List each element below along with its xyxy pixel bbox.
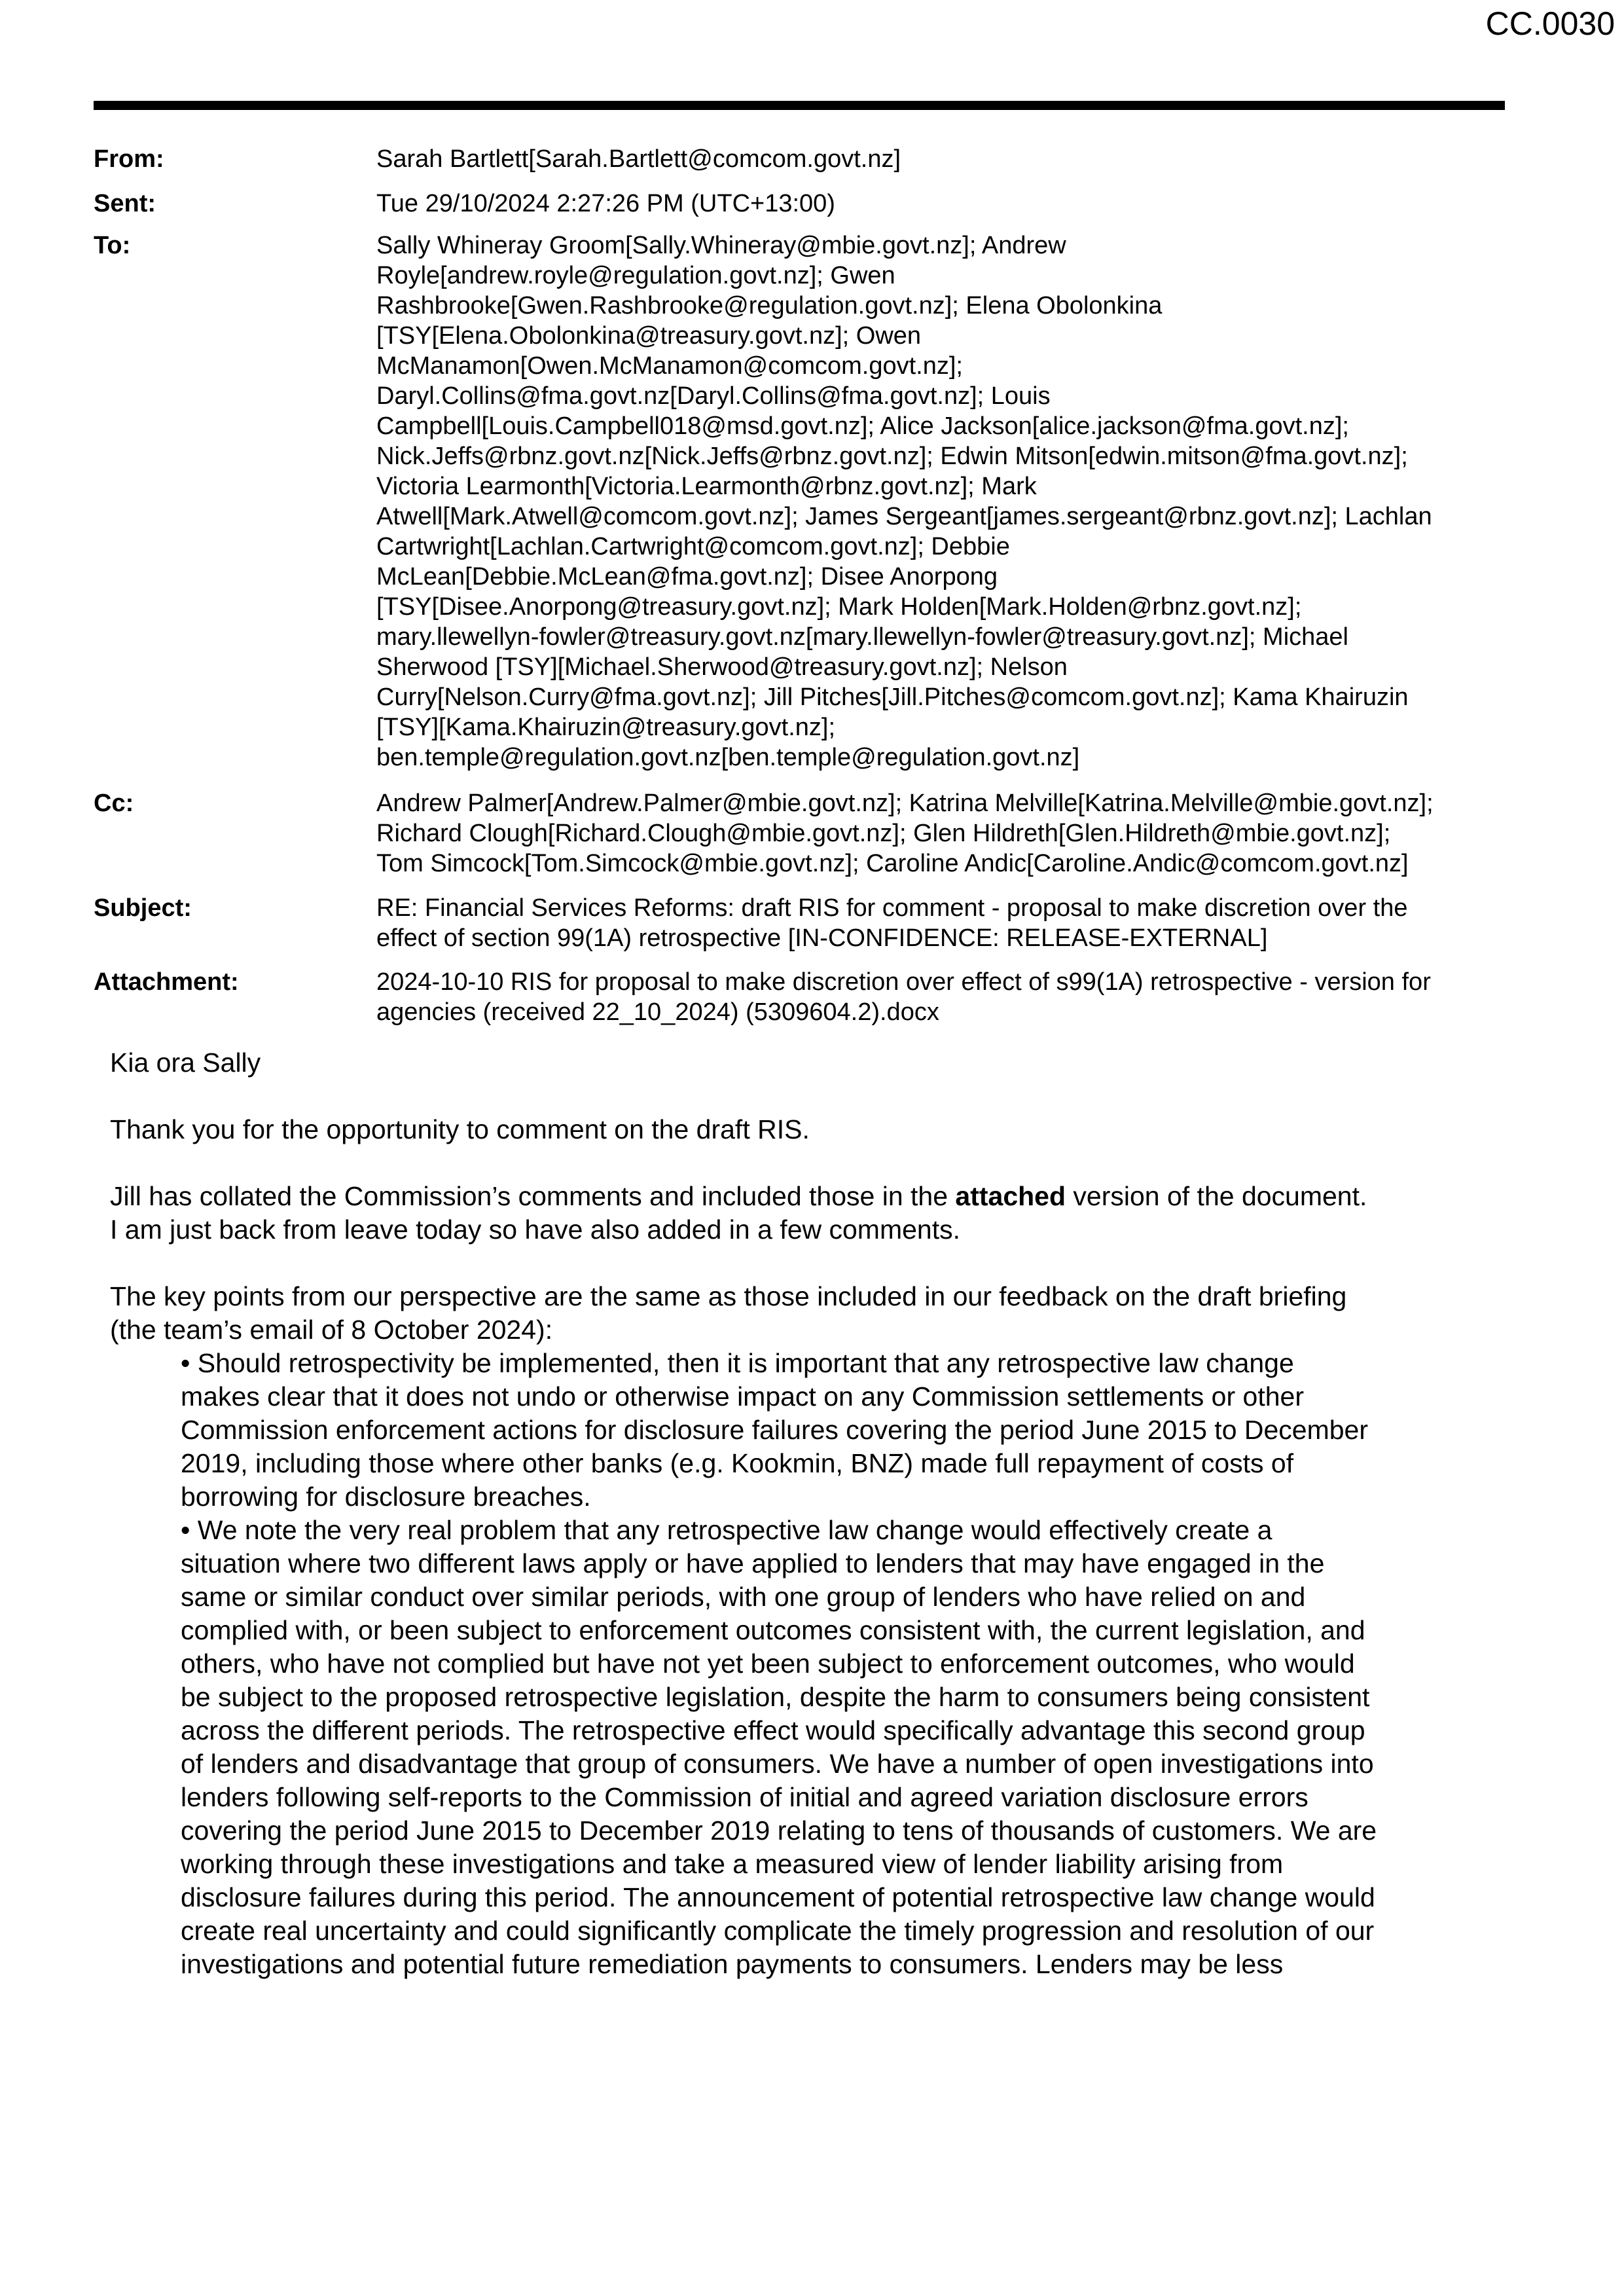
bullet-line: • Should retrospectivity be implemented, then it is important that any retrospective law change bbox=[181, 1348, 1294, 1378]
bullet-two-laws-problem bbox=[181, 1514, 1491, 1981]
subject-row bbox=[94, 893, 1507, 967]
bullet-line: makes clear that it does not undo or otherwise impact on any Commission settlements or other bbox=[181, 1381, 1304, 1412]
bullet-line: complied with, or been subject to enforcement outcomes consistent with, the current legislation, and bbox=[181, 1615, 1365, 1645]
to-row bbox=[94, 230, 1507, 788]
to-line: Daryl.Collins@fma.govt.nz[Daryl.Collins@fma.govt.nz]; Louis bbox=[376, 382, 1051, 410]
document-reference: CC.0030 bbox=[1485, 5, 1615, 42]
bullet-line: of lenders and disadvantage that group of consumers. We have a number of open investigations into bbox=[181, 1749, 1374, 1779]
bullet-line: across the different periods. The retrospective effect would specifically advantage this second group bbox=[181, 1715, 1365, 1745]
attached-emphasis: attached bbox=[955, 1181, 1066, 1211]
cc-recipients bbox=[376, 788, 1507, 879]
attachment-line: 2024-10-10 RIS for proposal to make discretion over effect of s99(1A) retrospective - version for bbox=[376, 968, 1431, 996]
to-line: [TSY[Elena.Obolonkina@treasury.govt.nz]; Owen bbox=[376, 322, 922, 350]
cc-row bbox=[94, 788, 1507, 893]
to-line: Campbell[Louis.Campbell018@msd.govt.nz]; Alice Jackson[alice.jackson@fma.govt.nz]; bbox=[376, 412, 1349, 440]
bullet-line: situation where two different laws apply or have applied to lenders that may have engaged in the bbox=[181, 1548, 1325, 1578]
bullet-line: be subject to the proposed retrospective legislation, despite the harm to consumers being consistent bbox=[181, 1682, 1370, 1712]
attachment-note-line bbox=[110, 1180, 1491, 1213]
from-value: Sarah Bartlett[Sarah.Bartlett@comcom.govt.nz] bbox=[376, 145, 901, 173]
cc-label: Cc: bbox=[94, 790, 134, 817]
email-header bbox=[94, 144, 1507, 1027]
sent-value: Tue 29/10/2024 2:27:26 PM (UTC+13:00) bbox=[376, 190, 835, 217]
subject-value bbox=[376, 893, 1507, 953]
subject-line: RE: Financial Services Reforms: draft RIS for comment - proposal to make discretion over the bbox=[376, 894, 1408, 922]
to-line: Sally Whineray Groom[Sally.Whineray@mbie.govt.nz]; Andrew bbox=[376, 232, 1066, 259]
bullet-retrospectivity bbox=[181, 1347, 1491, 1514]
to-recipients bbox=[376, 230, 1507, 773]
bullet-line: investigations and potential future remediation payments to consumers. Lenders may be less bbox=[181, 1949, 1284, 1979]
email-body bbox=[110, 1046, 1491, 1981]
to-line: McManamon[Owen.McManamon@comcom.govt.nz]; bbox=[376, 352, 963, 380]
bullet-line: disclosure failures during this period. The announcement of potential retrospective law change would bbox=[181, 1882, 1375, 1912]
sent-row bbox=[94, 189, 1507, 230]
greeting: Kia ora Sally bbox=[110, 1048, 261, 1078]
bullet-line: same or similar conduct over similar periods, with one group of lenders who have relied on and bbox=[181, 1582, 1306, 1612]
paragraph-spacer bbox=[110, 1247, 1491, 1280]
from-row bbox=[94, 144, 1507, 189]
subject-label: Subject: bbox=[94, 894, 192, 922]
bullet-line: 2019, including those where other banks (e.g. Kookmin, BNZ) made full repayment of costs of bbox=[181, 1448, 1294, 1478]
attachment-value bbox=[376, 967, 1507, 1027]
thanks-paragraph: Thank you for the opportunity to comment on the draft RIS. bbox=[110, 1114, 810, 1144]
attachment-note-text: Jill has collated the Commission’s comments and included those in the bbox=[110, 1181, 956, 1211]
to-line: [TSY][Kama.Khairuzin@treasury.govt.nz]; bbox=[376, 714, 836, 741]
to-line: McLean[Debbie.McLean@fma.govt.nz]; Disee Anorpong bbox=[376, 563, 998, 591]
to-line: Atwell[Mark.Atwell@comcom.govt.nz]; James Sergeant[james.sergeant@rbnz.govt.nz]; Lachlan bbox=[376, 503, 1432, 530]
attachment-line: agencies (received 22_10_2024) (5309604.2).docx bbox=[376, 998, 939, 1026]
to-line: Victoria Learmonth[Victoria.Learmonth@rbnz.govt.nz]; Mark bbox=[376, 473, 1037, 500]
to-line: ben.temple@regulation.govt.nz[ben.temple@regulation.govt.nz] bbox=[376, 744, 1080, 771]
key-points-list bbox=[181, 1347, 1491, 1981]
attachment-note-text: version of the document. bbox=[1066, 1181, 1367, 1211]
leave-note-line: I am just back from leave today so have also added in a few comments. bbox=[110, 1214, 960, 1245]
to-line: Royle[andrew.royle@regulation.govt.nz]; Gwen bbox=[376, 262, 895, 289]
to-label: To: bbox=[94, 232, 131, 259]
to-line: [TSY[Disee.Anorpong@treasury.govt.nz]; Mark Holden[Mark.Holden@rbnz.govt.nz]; bbox=[376, 593, 1302, 621]
header-divider bbox=[94, 101, 1505, 110]
sent-label: Sent: bbox=[94, 190, 156, 217]
to-line: Sherwood [TSY][Michael.Sherwood@treasury.govt.nz]; Nelson bbox=[376, 653, 1068, 681]
to-line: Curry[Nelson.Curry@fma.govt.nz]; Jill Pitches[Jill.Pitches@comcom.govt.nz]; Kama Khairuzin bbox=[376, 683, 1409, 711]
paragraph-spacer bbox=[110, 1146, 1491, 1180]
attachment-label: Attachment: bbox=[94, 968, 239, 996]
bullet-line: lenders following self-reports to the Commission of initial and agreed variation disclosure errors bbox=[181, 1782, 1308, 1812]
bullet-line: covering the period June 2015 to December 2019 relating to tens of thousands of customers. We are bbox=[181, 1815, 1377, 1846]
bullet-line: others, who have not complied but have not yet been subject to enforcement outcomes, who would bbox=[181, 1649, 1355, 1679]
subject-line: effect of section 99(1A) retrospective [IN-CONFIDENCE: RELEASE-EXTERNAL] bbox=[376, 924, 1268, 952]
attachment-row bbox=[94, 967, 1507, 1027]
to-line: mary.llewellyn-fowler@treasury.govt.nz[mary.llewellyn-fowler@treasury.govt.nz]; Michael bbox=[376, 623, 1348, 651]
cc-line: Tom Simcock[Tom.Simcock@mbie.govt.nz]; Caroline Andic[Caroline.Andic@comcom.govt.nz] bbox=[376, 850, 1409, 877]
bullet-line: Commission enforcement actions for disclosure failures covering the period June 2015 to December bbox=[181, 1415, 1369, 1445]
bullet-line: borrowing for disclosure breaches. bbox=[181, 1482, 591, 1512]
bullet-line: working through these investigations and take a measured view of lender liability arising from bbox=[181, 1849, 1284, 1879]
to-line: Rashbrooke[Gwen.Rashbrooke@regulation.govt.nz]; Elena Obolonkina bbox=[376, 292, 1163, 319]
bullet-line: • We note the very real problem that any retrospective law change would effectively create a bbox=[181, 1515, 1272, 1545]
to-line: Nick.Jeffs@rbnz.govt.nz[Nick.Jeffs@rbnz.govt.nz]; Edwin Mitson[edwin.mitson@fma.govt.nz]; bbox=[376, 443, 1408, 470]
cc-line: Andrew Palmer[Andrew.Palmer@mbie.govt.nz]; Katrina Melville[Katrina.Melville@mbie.govt.nz]; bbox=[376, 790, 1434, 817]
paragraph-spacer bbox=[110, 1080, 1491, 1113]
cc-line: Richard Clough[Richard.Clough@mbie.govt.nz]; Glen Hildreth[Glen.Hildreth@mbie.govt.nz]; bbox=[376, 820, 1391, 847]
to-line: Cartwright[Lachlan.Cartwright@comcom.govt.nz]; Debbie bbox=[376, 533, 1010, 560]
bullet-line: create real uncertainty and could significantly complicate the timely progression and resolution of our bbox=[181, 1916, 1375, 1946]
from-label: From: bbox=[94, 145, 164, 173]
key-points-line: The key points from our perspective are the same as those included in our feedback on the draft briefing bbox=[110, 1281, 1347, 1311]
key-points-line: (the team’s email of 8 October 2024): bbox=[110, 1315, 553, 1345]
